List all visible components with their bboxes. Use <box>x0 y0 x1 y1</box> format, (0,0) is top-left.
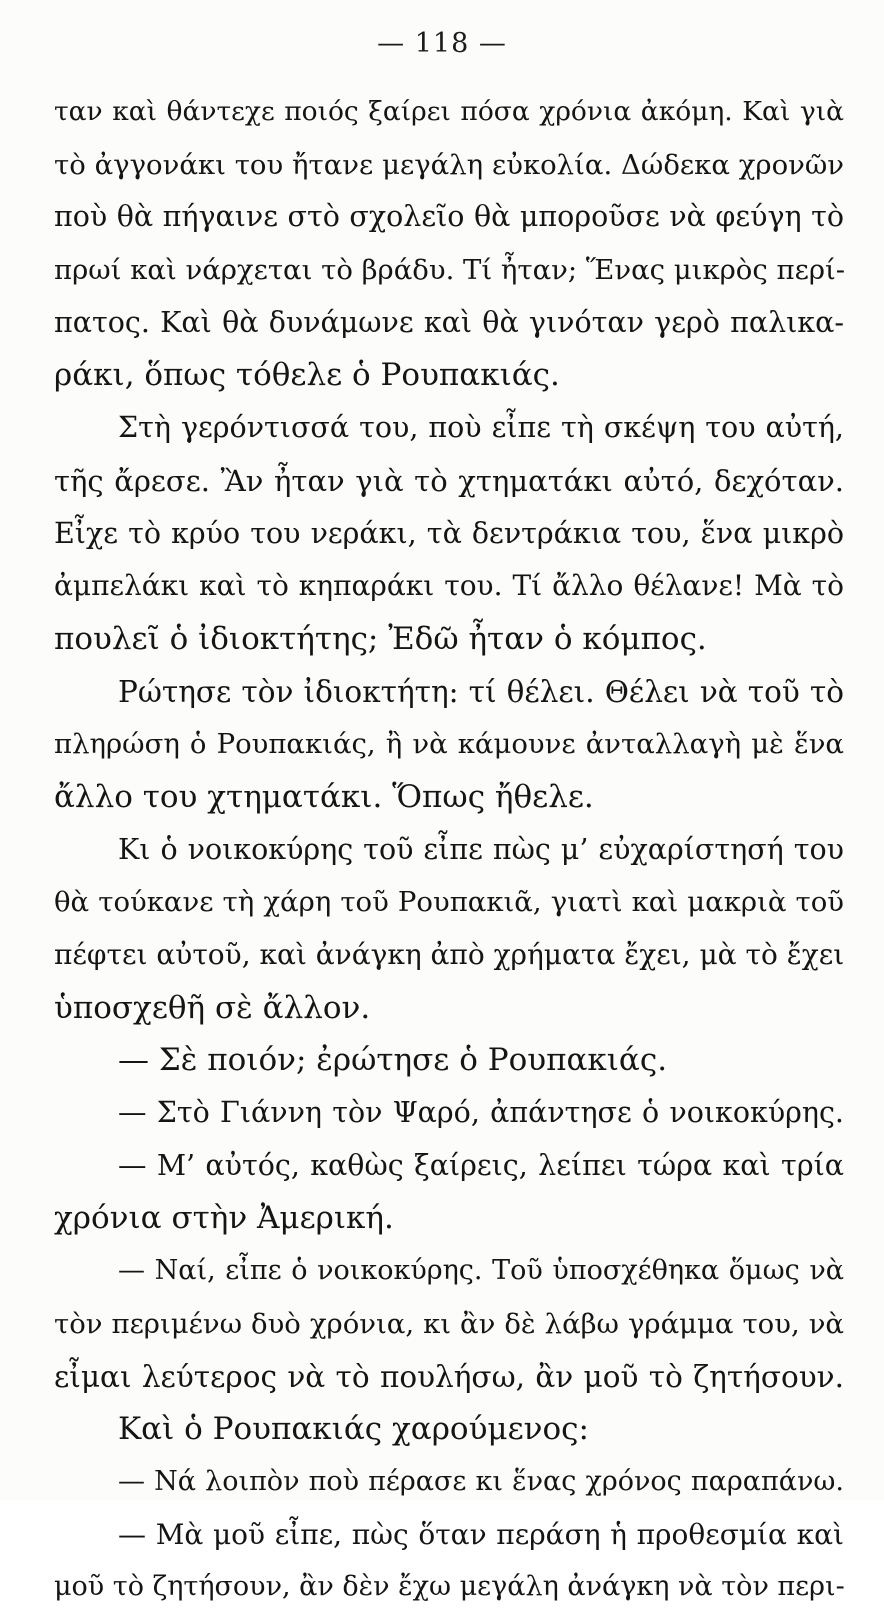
text-line: — Ναί, εἶπε ὁ νοικοκύρης. Τοῦ ὑποσχέθηκα ὅμως νὰ <box>118 1255 844 1287</box>
text-line: ἀμπελάκι καὶ τὸ κηπαράκι του. Τί ἄλλο θέλανε! Μὰ τὸ <box>54 569 844 603</box>
text-line: — Μ’ αὐτός, καθὼς ξαίρεις, λείπει τώρα καὶ τρία <box>118 1148 844 1182</box>
text-line: ἄλλο του χτηματάκι. Ὅπως ἤθελε. <box>54 778 594 815</box>
text-line: ὑποσχεθῆ σὲ ἄλλον. <box>54 989 371 1026</box>
text-line: τῆς ἄρεσε. Ἂν ἦταν γιὰ τὸ χτηματάκι αὐτό, δεχόταν. <box>54 463 844 498</box>
text-line: Κι ὁ νοικοκύρης τοῦ εἶπε πὼς μ’ εὐχαρίστησή του <box>118 832 844 866</box>
text-line: — Στὸ Γιάννη τὸν Ψαρό, ἀπάντησε ὁ νοικοκύρης. <box>118 1096 844 1130</box>
text-line: Ρώτησε τὸν ἰδιοκτήτη: τί θέλει. Θέλει νὰ τοῦ τὸ <box>118 674 844 709</box>
text-line: μοῦ τὸ ζητήσουν, ἂν δὲν ἔχω μεγάλη ἀνάγκη νὰ τὸν περι- <box>54 1571 845 1603</box>
text-line: ταν καὶ θάντεχε ποιός ξαίρει πόσα χρόνια ἀκόμη. Καὶ γιὰ <box>54 96 844 127</box>
text-line: Καὶ ὁ Ρουπακιάς χαρούμενος: <box>118 1411 589 1448</box>
text-line: χρόνια στὴν Ἀμερική. <box>54 1200 394 1237</box>
text-line: τὸ ἀγγονάκι του ἤτανε μεγάλη εὐκολία. Δώδεκα χρονῶν <box>54 148 844 181</box>
text-line: — Σὲ ποιόν; ἐρώτησε ὁ Ρουπακιάς. <box>118 1042 668 1079</box>
text-line: πέφτει αὐτοῦ, καὶ ἀνάγκη ἀπὸ χρήματα ἔχει, μὰ τὸ ἔχει <box>54 938 845 971</box>
text-line: — Μὰ μοῦ εἶπε, πὼς ὅταν περάση ἡ προθεσμία καὶ <box>118 1517 844 1551</box>
text-line: Στὴ γερόντισσά του, ποὺ εἶπε τὴ σκέψη του αὐτή, <box>118 411 844 445</box>
text-line: τὸν περιμένω δυὸ χρόνια, κι ἂν δὲ λάβω γράμμα του, νὰ <box>54 1307 844 1340</box>
text-line: Εἶχε τὸ κρύο του νεράκι, τὰ δεντράκια του, ἕνα μικρὸ <box>54 516 844 550</box>
text-line: ποὺ θὰ πήγαινε στὸ σχολεῖο θὰ μποροῦσε νὰ φεύγη τὸ <box>54 200 844 234</box>
text-line: πατος. Καὶ θὰ δυνάμωνε καὶ θὰ γινόταν γερὸ παλικα- <box>54 305 844 339</box>
text-line: — Νά λοιπὸν ποὺ πέρασε κι ἕνας χρόνος παραπάνω. <box>118 1465 844 1497</box>
text-line: πληρώση ὁ Ρουπακιάς, ἢ νὰ κάμουνε ἀνταλλαγὴ μὲ ἕνα <box>54 728 844 761</box>
body-text <box>54 86 844 1614</box>
text-line: ράκι, ὅπως τόθελε ὁ Ρουπακιάς. <box>54 357 560 394</box>
text-line: εἶμαι λεύτερος νὰ τὸ πουλήσω, ἂν μοῦ τὸ ζητήσουν. <box>54 1359 844 1394</box>
page-number: — 118 — <box>377 28 507 59</box>
text-line: θὰ τούκανε τὴ χάρη τοῦ Ρουπακιᾶ, γιατὶ καὶ μακριὰ τοῦ <box>54 886 844 919</box>
text-line: πρωί καὶ νάρχεται τὸ βράδυ. Τί ἦταν; Ἕνας μικρὸς περί- <box>54 254 846 287</box>
text-line: πουλεῖ ὁ ἰδιοκτήτης; Ἐδῶ ἦταν ὁ κόμπος. <box>54 620 707 657</box>
